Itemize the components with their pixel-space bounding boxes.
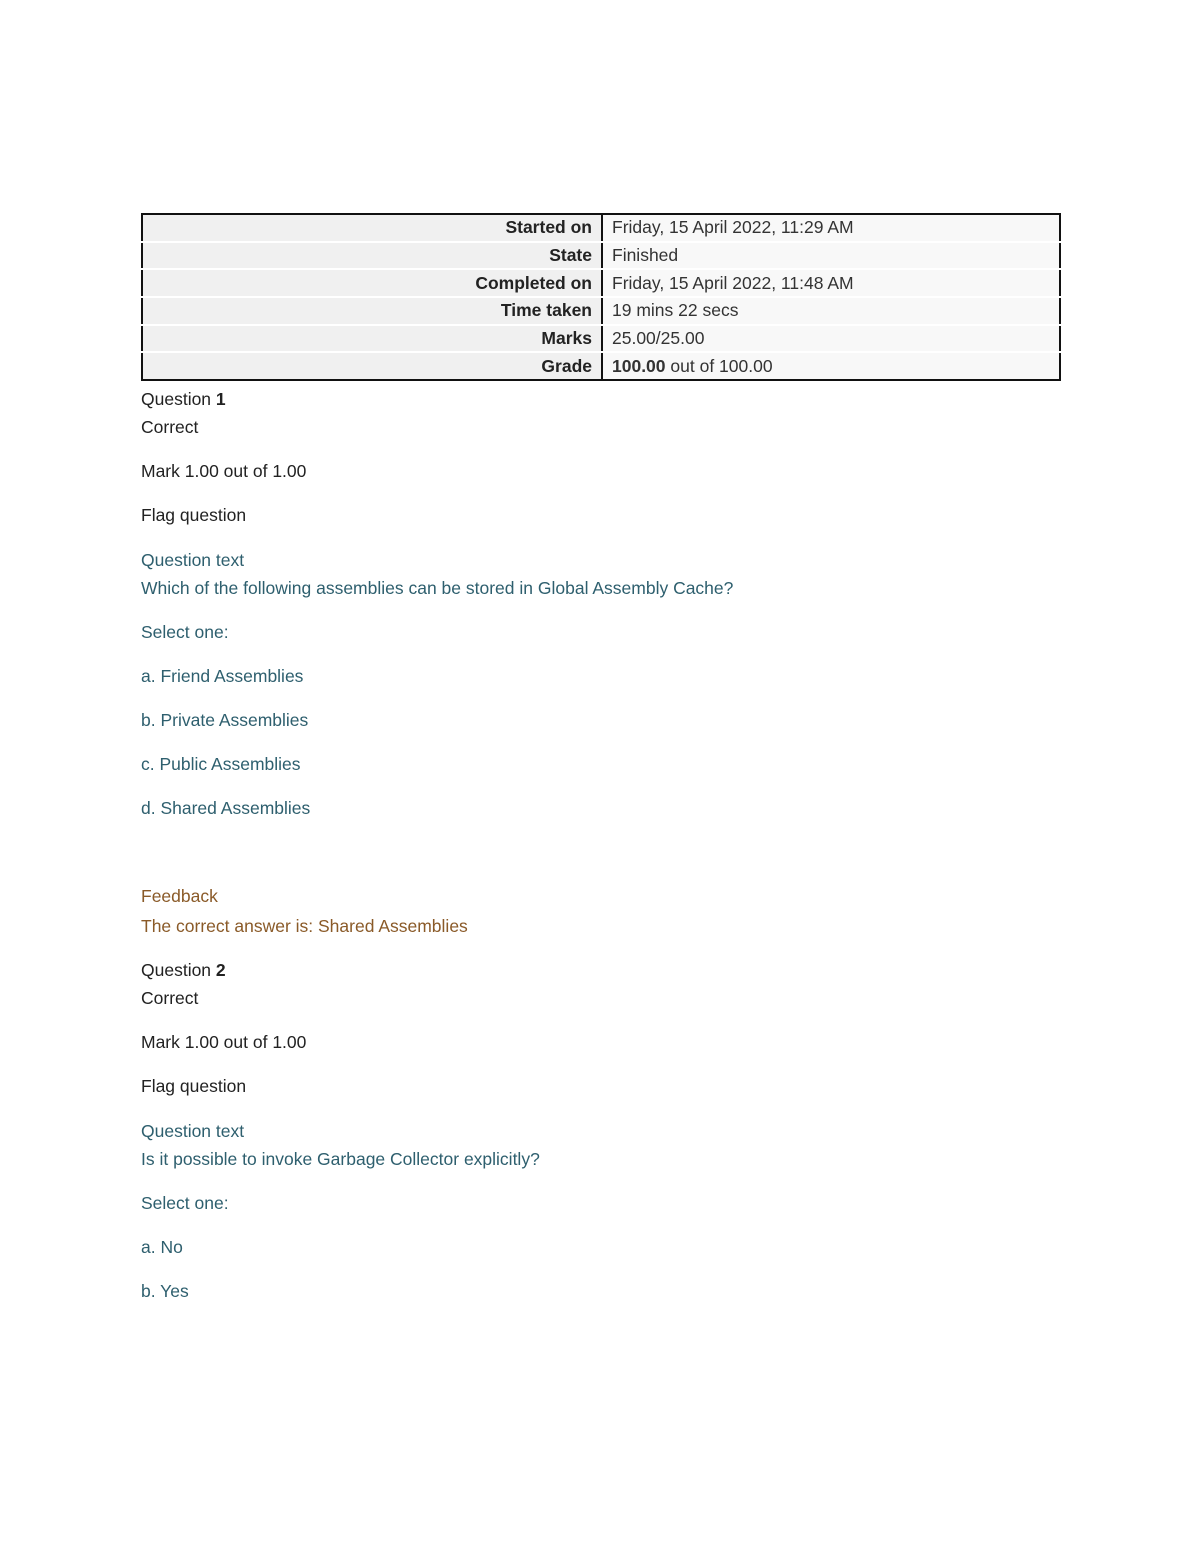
question-1 — [141, 387, 1061, 938]
answer-option[interactable]: a. No — [141, 1237, 183, 1258]
summary-row-started — [142, 214, 1060, 242]
summary-value: Friday, 15 April 2022, 11:48 AM — [602, 269, 1060, 297]
grade-max: out of 100.00 — [665, 355, 773, 376]
summary-row-state — [142, 242, 1060, 270]
feedback-label: Feedback — [141, 886, 218, 907]
question-state: Correct — [141, 417, 199, 438]
question-prefix: Question — [141, 960, 216, 981]
answer-option[interactable]: c. Public Assemblies — [141, 754, 301, 775]
summary-row-grade — [142, 352, 1060, 380]
question-heading — [141, 958, 1061, 982]
select-one-label: Select one: — [141, 622, 229, 643]
summary-row-time-taken — [142, 297, 1060, 325]
answer-option[interactable]: b. Yes — [141, 1281, 189, 1302]
answer-option[interactable]: b. Private Assemblies — [141, 710, 309, 731]
summary-value: 25.00/25.00 — [602, 325, 1060, 353]
summary-row-completed — [142, 269, 1060, 297]
summary-label: Started on — [142, 214, 602, 242]
summary-row-marks — [142, 325, 1060, 353]
question-text: Which of the following assemblies can be stored in Global Assembly Cache? — [141, 578, 734, 599]
summary-value: Friday, 15 April 2022, 11:29 AM — [602, 214, 1060, 242]
answer-option[interactable]: d. Shared Assemblies — [141, 798, 311, 819]
select-one-label: Select one: — [141, 1193, 229, 1214]
summary-label: State — [142, 242, 602, 270]
question-text-label: Question text — [141, 1121, 245, 1142]
question-number: 1 — [215, 389, 226, 410]
question-mark: Mark 1.00 out of 1.00 — [141, 1032, 307, 1053]
summary-label: Marks — [142, 325, 602, 353]
feedback-text: The correct answer is: Shared Assemblies — [141, 916, 468, 937]
question-text-label: Question text — [141, 550, 245, 571]
question-number: 2 — [215, 960, 226, 981]
question-mark: Mark 1.00 out of 1.00 — [141, 461, 307, 482]
summary-value: 19 mins 22 secs — [602, 297, 1060, 325]
summary-value: Finished — [602, 242, 1060, 270]
flag-question-link[interactable]: Flag question — [141, 505, 247, 526]
summary-label: Time taken — [142, 297, 602, 325]
summary-label: Completed on — [142, 269, 602, 297]
question-prefix: Question — [141, 389, 216, 410]
quiz-review — [141, 213, 1061, 1303]
answer-option[interactable]: a. Friend Assemblies — [141, 666, 304, 687]
question-state: Correct — [141, 988, 199, 1009]
flag-question-link[interactable]: Flag question — [141, 1076, 247, 1097]
summary-value — [602, 352, 1060, 380]
grade-value: 100.00 — [612, 355, 666, 376]
question-text: Is it possible to invoke Garbage Collector explicitly? — [141, 1149, 540, 1170]
question-heading — [141, 387, 1061, 411]
question-2 — [141, 958, 1061, 1303]
attempt-summary-table — [141, 213, 1061, 381]
summary-label: Grade — [142, 352, 602, 380]
